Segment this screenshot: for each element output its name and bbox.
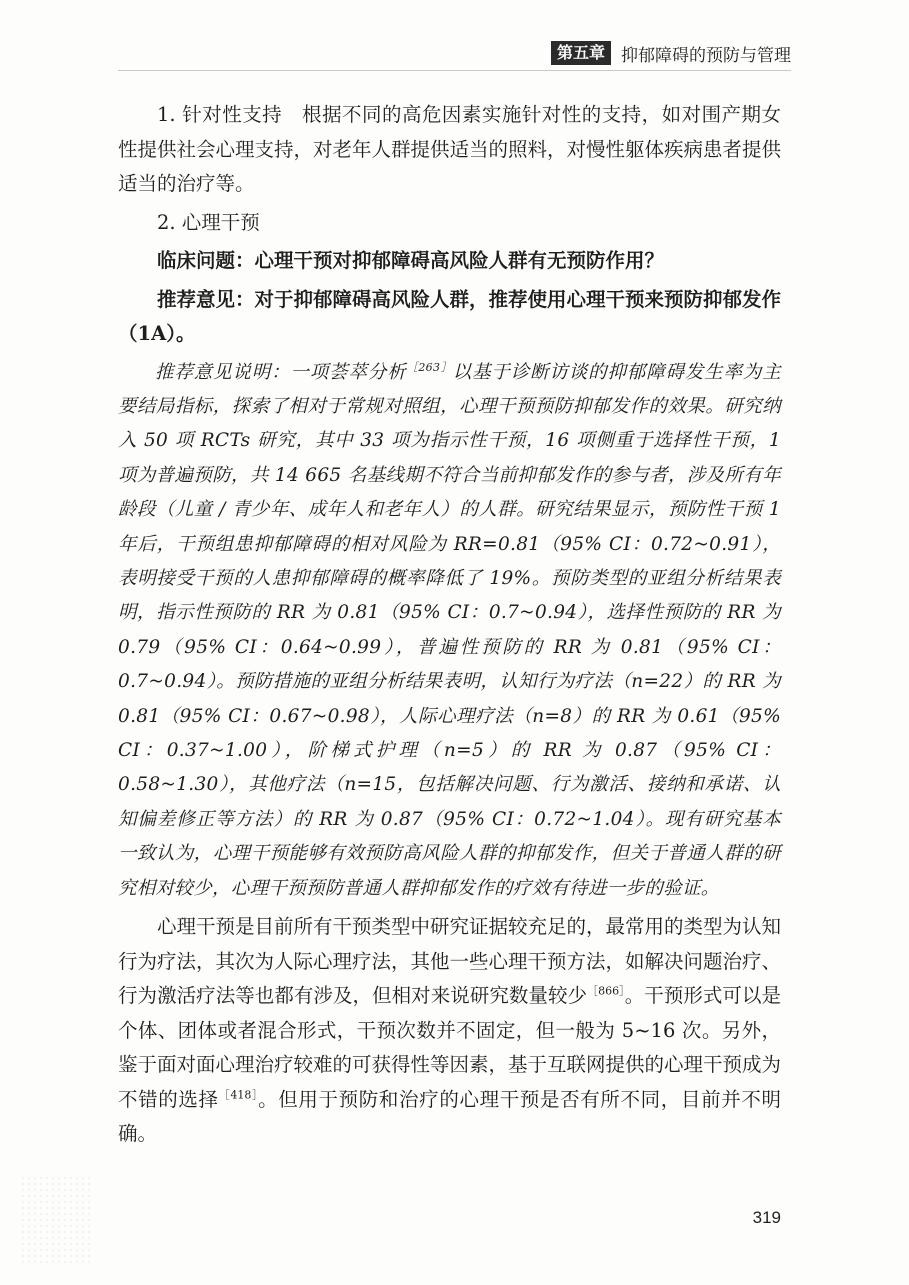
paragraph-targeted-support: 1. 针对性支持 根据不同的高危因素实施针对性的支持，如对围产期女性提供社会心理支持，对老年人群提供适当的照料，对慢性躯体疾病患者提供适当的治疗等。: [118, 103, 782, 195]
chapter-badge: 第五章: [551, 41, 611, 65]
explanation-text-start: 推荐意见说明：一项荟萃分析: [155, 361, 407, 383]
clinical-question: 临床问题：心理干预对抑郁障碍高风险人群有无预防作用？: [157, 249, 665, 272]
page-number: 319: [752, 1208, 781, 1227]
running-header: [551, 40, 791, 66]
paragraph-intervention-types: [118, 910, 781, 1152]
header-divider: [118, 70, 791, 71]
recommendation: 推荐意见：对于抑郁障碍高风险人群，推荐使用心理干预来预防抑郁发作（1A）。: [118, 287, 782, 345]
explanation-text-rest: 以基于诊断访谈的抑郁障碍发生率为主要结局指标，探索了相对于常规对照组，心理干预预防抑郁发作的效果。研究纳入 50 项 RCTs 研究，其中 33 项为指示性干预，16 项侧重于选择性干预，1 项为普遍预防，共 14 665 名基线期不符合当前抑郁发作的参与者，涉及所有年龄段（儿童 / 青少年、成年人和老年人）的人群。研究结果显示，预防性干预 1 年后，干预组患抑郁障碍的相对风险为 RR=0.81（95% CI：0.72~0.91），表明接受干预的人患抑郁障碍的概率降低了 19%。预防类型的亚组分析结果表明，指示性预防的 RR 为 0.81（95% CI：0.7~0.94），选择性预防的 RR 为 0.79（95% CI：0.64~0.99），普遍性预防的 RR 为 0.81（95% CI：0.7~0.94）。预防措施的亚组分析结果表明，认知行为疗法（n=22）的 RR 为 0.81（95% CI：0.67~0.98），人际心理疗法（n=8）的 RR 为 0.61（95% CI：0.37~1.00），阶梯式护理（n=5）的 RR 为 0.87（95% CI：0.58~1.30），其他疗法（n=15，包括解决问题、行为激活、接纳和承诺、认知偏差修正等方法）的 RR 为 0.87（95% CI：0.72~1.04）。现有研究基本一致认为，心理干预能够有效预防高风险人群的抑郁发作，但关于普通人群的研究相对较少，心理干预预防普通人群抑郁发作的疗效有待进一步的验证。: [118, 361, 781, 899]
chapter-title: 抑郁障碍的预防与管理: [621, 45, 791, 66]
citation-263: ［263］: [406, 360, 453, 374]
intervention-text-end: 。但用于预防和治疗的心理干预是否有所不同，目前并不明确。: [118, 1087, 781, 1145]
intervention-text-middle: 。干预形式可以是个体、团体或者混合形式，干预次数并不固定，但一般为 5~16 次。另外，鉴于面对面心理治疗较难的可获得性等因素，基于互联网提供的心理干预成为不错的选择: [118, 984, 782, 1111]
scan-artifact: [20, 1175, 90, 1265]
citation-866: ［866］: [587, 984, 625, 998]
section-heading-psychological-intervention: 2. 心理干预: [157, 210, 260, 234]
intervention-text-start: 心理干预是目前所有干预类型中研究证据较充足的，最常用的类型为认知行为疗法，其次为人际心理疗法，其他一些心理干预方法，如解决问题治疗、行为激活疗法等也都有涉及，但相对来说研究数量较少: [118, 915, 782, 1007]
citation-418: ［418］: [218, 1088, 259, 1101]
recommendation-explanation: [118, 356, 781, 907]
page-body: [118, 98, 781, 1152]
